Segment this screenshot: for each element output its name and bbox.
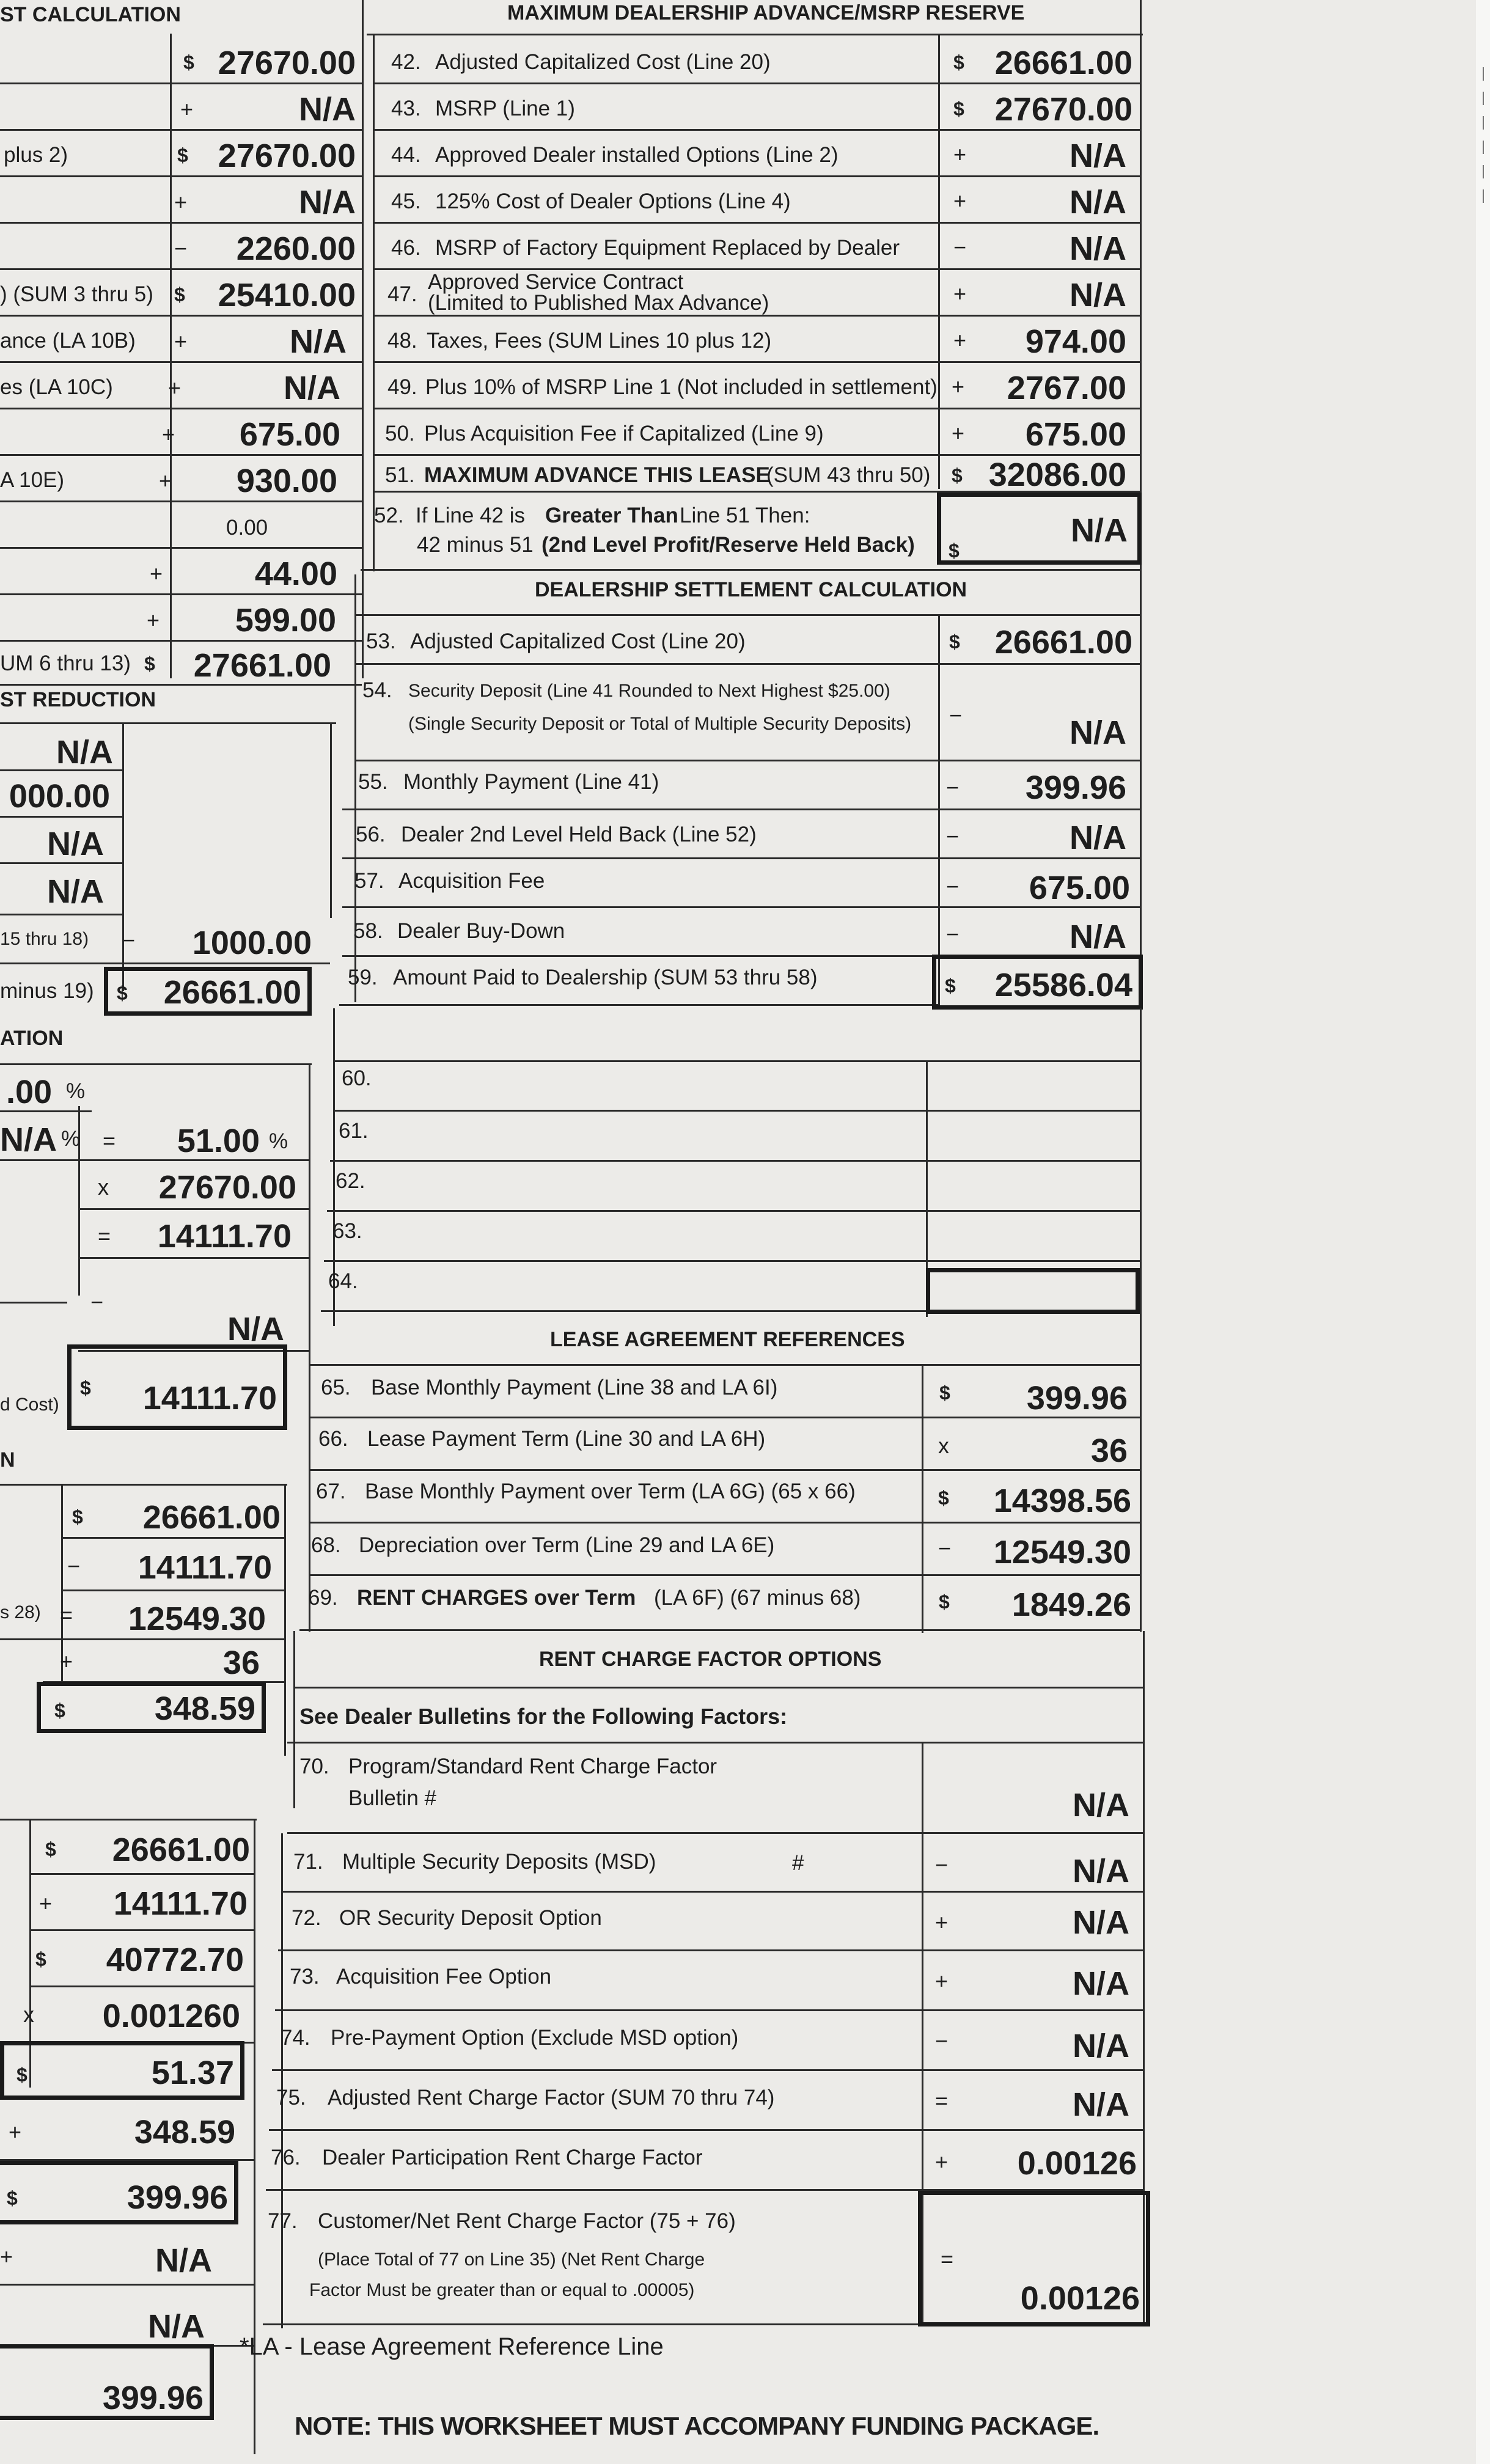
left-row: + 14111.70	[29, 1875, 254, 1931]
left-value: 12549.30	[128, 1601, 266, 1637]
left-value: N/A	[227, 1311, 284, 1348]
left-row	[0, 771, 122, 818]
settlement-row	[342, 859, 1140, 908]
blank-row	[324, 1212, 1141, 1262]
left-row: + 348.59	[0, 2100, 254, 2161]
line-label-c: Line 51 Then:	[680, 504, 810, 527]
line-label-b: Greater Than	[545, 504, 678, 527]
line-value: N/A	[1070, 820, 1126, 856]
left-value: N/A	[148, 2308, 205, 2345]
line-number: 57.	[354, 869, 384, 893]
left-value: 36	[222, 1645, 260, 1681]
line-label: Base Monthly Payment over Term (LA 6G) (65 x 66)	[365, 1480, 856, 1503]
left-label: 15 thru 18)	[0, 929, 89, 949]
line-number: 63.	[332, 1219, 362, 1243]
line-label: Multiple Security Deposits (MSD)	[342, 1850, 656, 1874]
rent-factor-row	[278, 1893, 1143, 1951]
line-sign: −	[935, 2028, 949, 2053]
left-value: N/A	[56, 734, 113, 771]
line-value: 27670.00	[994, 91, 1132, 128]
left-row: $ 27670.00	[0, 38, 362, 84]
left-value: 348.59	[154, 1690, 255, 1727]
left-value: 40772.70	[106, 1942, 244, 1978]
settlement-row	[342, 810, 1140, 859]
left-row: ance (LA 10B) + N/A	[0, 317, 362, 363]
line-sign: $	[953, 51, 964, 73]
line-label: Security Deposit (Line 41 Rounded to Next Highest $25.00)	[408, 681, 890, 701]
line-value: 399.96	[1026, 1380, 1128, 1417]
line-number: 42.	[391, 50, 421, 74]
line-number: 70.	[299, 1755, 329, 1778]
left-row: $ 26661.00	[61, 1486, 284, 1539]
left-row: A 10E) + 930.00	[0, 456, 362, 502]
left-label: minus 19)	[0, 979, 94, 1003]
left-label: es (LA 10C)	[0, 375, 113, 399]
advance-row	[374, 317, 1140, 363]
line-value: 25586.04	[994, 967, 1132, 1003]
adjacent-page-mark	[1483, 189, 1484, 203]
line-value: 1849.26	[1011, 1586, 1131, 1623]
line-number: 69.	[308, 1586, 338, 1610]
line-label-2b: (2nd Level Profit/Reserve Held Back)	[541, 533, 915, 557]
rent-factor-row	[287, 1744, 1143, 1834]
lease-refs-title: LEASE AGREEMENT REFERENCES	[550, 1328, 905, 1351]
line-value: 675.00	[1029, 870, 1130, 906]
line-sign: $	[939, 1591, 950, 1613]
adjacent-page-mark	[1483, 67, 1484, 81]
line-label: Dealer Buy-Down	[397, 919, 565, 943]
left-row: ) (SUM 3 thru 5) $ 25410.00	[0, 270, 362, 317]
line-label-2: (Limited to Published Max Advance)	[428, 291, 769, 315]
line-sign: +	[935, 2149, 949, 2174]
left-label: d Cost)	[0, 1395, 59, 1415]
left-row: $ 40772.70	[29, 1931, 254, 1987]
line-value: N/A	[1073, 2086, 1129, 2123]
line-sign: −	[953, 235, 967, 260]
line-value: 26661.00	[994, 624, 1132, 661]
left-value: N/A	[47, 826, 104, 862]
line-value: N/A	[1073, 1787, 1129, 1824]
line-label: OR Security Deposit Option	[339, 1906, 602, 1930]
left-value: N/A	[290, 323, 347, 360]
line-sign: $	[949, 540, 960, 562]
settlement-row	[356, 616, 1140, 665]
advance-row	[374, 224, 1140, 270]
line-number: 75.	[276, 2086, 306, 2110]
line-label: Plus 10% of MSRP Line 1 (Not included in settlement)	[425, 375, 938, 399]
line-value: N/A	[1070, 184, 1126, 221]
advance-52-box	[937, 493, 1142, 565]
line-label: Lease Payment Term (Line 30 and LA 6H)	[367, 1427, 766, 1451]
line-value: 2767.00	[1007, 370, 1126, 406]
line-value: 675.00	[1025, 416, 1126, 453]
left-value: 25410.00	[218, 277, 356, 314]
line-sign: −	[935, 1852, 949, 1877]
adjacent-page	[1476, 0, 1490, 2464]
left-row: + 36	[43, 1640, 284, 1683]
left-row: 15 thru 18) − 1000.00	[0, 915, 330, 964]
left-row: + N/A	[0, 84, 362, 131]
settlement-title: DEALERSHIP SETTLEMENT CALCULATION	[535, 578, 967, 601]
line-sign: $	[945, 975, 956, 997]
left-total-box: $ 399.96	[0, 2161, 238, 2224]
left-row: − 14111.70	[61, 1539, 284, 1591]
line-number: 53.	[366, 629, 396, 653]
line-sign: −	[946, 922, 960, 947]
line-label: RENT CHARGES over Term	[357, 1586, 636, 1610]
settlement-row	[339, 957, 938, 1006]
line-number: 50.	[385, 422, 415, 446]
line-number: 46.	[391, 236, 421, 260]
rent-factor-row	[275, 1951, 1143, 2011]
advance-row	[374, 38, 1140, 84]
left-row: x 27670.00	[78, 1161, 309, 1210]
line-number: 62.	[336, 1169, 365, 1193]
line-sign: −	[946, 775, 960, 800]
line-number: 67.	[316, 1480, 346, 1503]
rent-factor-row	[281, 1834, 1143, 1893]
lease-ref-row	[309, 1366, 1141, 1418]
line-value: N/A	[1070, 138, 1126, 174]
line-sign: =	[935, 2088, 949, 2113]
blank-row	[327, 1162, 1141, 1212]
line-number: 76.	[271, 2146, 301, 2169]
line-sign: +	[953, 328, 967, 353]
line-value: N/A	[1073, 1853, 1129, 1890]
advance-row	[374, 456, 1140, 493]
funding-note: NOTE: THIS WORKSHEET MUST ACCOMPANY FUNDING PACKAGE.	[295, 2411, 1099, 2440]
settlement-row	[342, 761, 1140, 810]
line-number: 60.	[342, 1066, 372, 1090]
line-value: 399.96	[1025, 769, 1126, 806]
lease-ref-row	[309, 1471, 1141, 1524]
left-row: + 675.00	[0, 409, 362, 456]
left-value: N/A	[299, 184, 356, 221]
line-sign: x	[938, 1433, 949, 1458]
line-number: 47.	[387, 282, 417, 306]
advance-row	[374, 409, 1140, 456]
line-label-2: (Single Security Deposit or Total of Multiple Security Deposits)	[408, 714, 912, 734]
advance-row	[374, 270, 1140, 317]
rent-factor-total-box	[918, 2191, 1150, 2326]
line-value: N/A	[1070, 277, 1126, 314]
left-row: N/A % = 51.00 %	[0, 1112, 309, 1161]
line-label: Monthly Payment (Line 41)	[403, 770, 659, 794]
blank-row	[321, 1262, 926, 1312]
line-64-box	[926, 1268, 1140, 1314]
line-label: Amount Paid to Dealership (SUM 53 thru 58)	[393, 966, 818, 989]
dealer-advance-title: MAXIMUM DEALERSHIP ADVANCE/MSRP RESERVE	[507, 1, 1025, 24]
left-row: + 44.00	[0, 549, 362, 595]
line-number: 65.	[321, 1376, 351, 1399]
line-sign: $	[953, 98, 964, 120]
left-label: A 10E)	[0, 468, 65, 492]
left-total-box: $ 51.37	[0, 2041, 244, 2100]
left-value: 51.00	[177, 1123, 260, 1159]
left-row: $ 26661.00	[29, 1821, 254, 1875]
adjacent-page-mark	[1483, 92, 1484, 105]
line-label: Approved Service Contract	[428, 270, 684, 294]
line-label-2: (Place Total of 77 on Line 35) (Net Rent Charge	[318, 2250, 705, 2270]
line-label: Acquisition Fee	[398, 869, 545, 893]
left-value: 14111.70	[157, 1218, 292, 1255]
line-number: 48.	[387, 329, 417, 353]
rent-factor-title: RENT CHARGE FACTOR OPTIONS	[539, 1648, 882, 1671]
line-value: 14398.56	[993, 1483, 1131, 1519]
line-number: 43.	[391, 97, 421, 120]
msd-hash: #	[792, 1851, 804, 1875]
line-number: 52.	[374, 504, 404, 527]
line-value: N/A	[1073, 2028, 1129, 2064]
adjacent-page-mark	[1483, 165, 1484, 178]
line-value: 0.00126	[1017, 2145, 1137, 2182]
line-label: Dealer 2nd Level Held Back (Line 52)	[401, 823, 757, 846]
left-value: 000.00	[9, 778, 110, 815]
left-label: ance (LA 10B)	[0, 329, 136, 353]
left-total-box	[0, 2344, 214, 2420]
line-label-tail: (SUM 43 thru 50)	[766, 463, 931, 487]
line-label: 125% Cost of Dealer Options (Line 4)	[435, 189, 791, 213]
line-label-2: 42 minus 51	[417, 533, 534, 557]
footnote: *LA - Lease Agreement Reference Line	[240, 2333, 664, 2360]
line-sign: +	[953, 188, 967, 213]
line-sign: +	[953, 142, 967, 167]
line-sign: −	[946, 874, 960, 899]
line-sign: −	[938, 1536, 952, 1561]
left-total-box: $ 26661.00	[104, 967, 312, 1016]
advance-row	[374, 363, 1140, 409]
line-sign: +	[952, 420, 965, 446]
settlement-total-box	[932, 955, 1143, 1010]
left-value: 675.00	[239, 416, 340, 453]
line-value: N/A	[1070, 230, 1126, 267]
line-sign: =	[941, 2246, 954, 2272]
line-number: 59.	[348, 966, 378, 989]
lease-ref-row	[299, 1576, 1141, 1631]
left-row: − 2260.00	[0, 224, 362, 270]
left-row: + 599.00	[0, 595, 362, 642]
left-value: 1000.00	[192, 925, 312, 961]
rent-factor-subtitle: See Dealer Bulletins for the Following Factors:	[299, 1704, 788, 1729]
line-label: Plus Acquisition Fee if Capitalized (Line 9)	[424, 422, 824, 446]
left-value: 26661.00	[163, 974, 301, 1011]
left-value: 14111.70	[113, 1885, 248, 1922]
line-number: 56.	[356, 823, 386, 846]
left-section2-title: ST REDUCTION	[0, 688, 156, 711]
line-number: 77.	[268, 2209, 298, 2233]
left-row	[0, 725, 122, 771]
line-number: 68.	[311, 1533, 341, 1557]
line-label: Approved Dealer installed Options (Line 2)	[435, 143, 839, 167]
rent-factor-row	[269, 2071, 1143, 2131]
advance-row	[374, 177, 1140, 224]
line-value: N/A	[1070, 714, 1126, 751]
line-value: N/A	[1073, 1965, 1129, 2002]
left-value: 44.00	[254, 556, 337, 592]
left-value: .00	[6, 1074, 53, 1110]
line-label: Pre-Payment Option (Exclude MSD option)	[331, 2026, 739, 2050]
line-number: 61.	[339, 1119, 369, 1143]
left-total-box: $ 348.59	[37, 1682, 266, 1733]
line-value: 974.00	[1025, 323, 1126, 360]
left-value: 26661.00	[112, 1832, 250, 1868]
line-label: MSRP (Line 1)	[435, 97, 575, 120]
left-label: UM 6 thru 13)	[0, 651, 131, 675]
left-row: = 14111.70	[78, 1210, 309, 1259]
left-label: s 28)	[0, 1602, 41, 1623]
adjacent-page-mark	[1483, 141, 1484, 154]
left-label: plus 2)	[4, 143, 68, 167]
line-number: 71.	[293, 1850, 323, 1874]
line-number: 44.	[391, 143, 421, 167]
left-value: N/A	[155, 2242, 212, 2279]
left-row: s 28) = 12549.30	[0, 1591, 284, 1640]
left-row: .00 %	[0, 1066, 92, 1112]
left-row	[0, 864, 122, 915]
left-value: 26661.00	[142, 1499, 281, 1536]
left-row	[0, 2286, 254, 2347]
left-value: 2260.00	[236, 230, 356, 267]
left-value: 0.001260	[102, 1998, 240, 2034]
line-label: Customer/Net Rent Charge Factor (75 + 76)	[318, 2209, 736, 2233]
left-value: 27661.00	[193, 647, 331, 684]
advance-row	[374, 84, 1140, 131]
line-number: 73.	[290, 1965, 320, 1989]
left-value: 399.96	[127, 2179, 228, 2216]
line-value: 26661.00	[994, 45, 1132, 81]
left-value: 348.59	[134, 2114, 235, 2150]
line-label: MAXIMUM ADVANCE THIS LEASE	[424, 463, 770, 487]
line-label-2: Bulletin #	[348, 1786, 436, 1810]
left-row	[0, 502, 362, 549]
line-label-3: Factor Must be greater than or equal to .00005)	[309, 2280, 695, 2300]
left-section4-title: N	[0, 1448, 15, 1472]
left-value: N/A	[284, 370, 340, 406]
left-value: 27670.00	[218, 45, 356, 81]
line-number: 74.	[281, 2026, 310, 2050]
line-value: N/A	[1070, 919, 1126, 955]
line-number: 58.	[353, 919, 383, 943]
left-value: N/A	[299, 91, 356, 128]
rent-factor-row	[272, 2011, 1143, 2071]
left-row: plus 2) $ 27670.00	[0, 131, 362, 177]
left-row: + N/A	[0, 2224, 254, 2286]
line-value: 36	[1090, 1432, 1128, 1469]
left-row: + N/A	[0, 177, 362, 224]
left-value: 27670.00	[218, 138, 356, 174]
blank-row	[330, 1112, 1141, 1162]
line-sign: +	[935, 1910, 949, 1935]
left-value: N/A	[47, 873, 104, 910]
line-sign: $	[938, 1487, 949, 1509]
line-label: If Line 42 is	[416, 504, 525, 527]
left-value: 51.37	[151, 2055, 234, 2091]
line-label: Adjusted Capitalized Cost (Line 20)	[410, 629, 746, 653]
line-label: Adjusted Capitalized Cost (Line 20)	[435, 50, 771, 74]
left-row: es (LA 10C) + N/A	[0, 363, 362, 409]
line-number: 51.	[385, 463, 415, 487]
left-row	[0, 818, 122, 864]
left-value: 599.00	[235, 602, 336, 639]
left-section-title: ST CALCULATION	[0, 3, 181, 26]
line-label: Depreciation over Term (Line 29 and LA 6E)	[359, 1533, 775, 1557]
advance-row	[374, 131, 1140, 177]
line-label: Program/Standard Rent Charge Factor	[348, 1755, 717, 1778]
line-sign: +	[935, 1968, 949, 1993]
left-row: x 0.001260	[18, 1987, 254, 2044]
lease-ref-row	[309, 1418, 1141, 1471]
line-value: 0.00126	[1020, 2280, 1140, 2317]
left-value: 14111.70	[142, 1380, 277, 1417]
left-value: 399.96	[102, 2380, 204, 2416]
settlement-row	[342, 908, 1140, 957]
rent-factor-row	[266, 2131, 1143, 2191]
line-label: Adjusted Rent Charge Factor (SUM 70 thru 74)	[328, 2086, 775, 2110]
line-sign: −	[946, 824, 960, 849]
left-value: N/A	[0, 1121, 57, 1158]
line-value: 32086.00	[988, 457, 1126, 493]
line-value: 12549.30	[993, 1534, 1131, 1571]
line-label: Acquisition Fee Option	[336, 1965, 552, 1989]
line-number: 54.	[362, 678, 392, 702]
left-value: 27670.00	[158, 1169, 296, 1206]
line-sign: $	[949, 631, 960, 653]
line-value: N/A	[1073, 1904, 1129, 1941]
left-value: 14111.70	[138, 1549, 272, 1586]
line-label-tail: (LA 6F) (67 minus 68)	[654, 1586, 861, 1610]
line-number: 72.	[292, 1906, 321, 1930]
left-value: 0.00	[226, 516, 268, 540]
settlement-row	[356, 665, 1140, 761]
left-label: ) (SUM 3 thru 5)	[0, 282, 153, 306]
line-number: 66.	[318, 1427, 348, 1451]
adjacent-page-mark	[1483, 116, 1484, 130]
line-value: N/A	[1071, 512, 1128, 549]
line-number: 49.	[387, 375, 417, 399]
line-sign: −	[949, 703, 963, 728]
line-label: Dealer Participation Rent Charge Factor	[322, 2146, 703, 2169]
line-number: 55.	[358, 770, 388, 794]
left-total-box: $ 14111.70	[67, 1344, 287, 1430]
line-label: Taxes, Fees (SUM Lines 10 plus 12)	[427, 329, 772, 353]
line-number: 64.	[328, 1269, 358, 1293]
line-sign: $	[939, 1382, 950, 1404]
rent-factor-row	[263, 2191, 923, 2325]
left-section3-title: ATION	[0, 1027, 64, 1050]
left-row: UM 6 thru 13) $ 27661.00	[0, 642, 362, 686]
lease-ref-row	[309, 1524, 1141, 1576]
left-value: 930.00	[236, 463, 337, 499]
blank-row	[333, 1062, 1141, 1112]
line-label: MSRP of Factory Equipment Replaced by Dealer	[435, 236, 900, 260]
line-sign: $	[952, 464, 963, 486]
line-sign: +	[953, 281, 967, 306]
line-sign: +	[952, 374, 965, 399]
line-number: 45.	[391, 189, 421, 213]
line-label: Base Monthly Payment (Line 38 and LA 6I)	[371, 1376, 778, 1399]
